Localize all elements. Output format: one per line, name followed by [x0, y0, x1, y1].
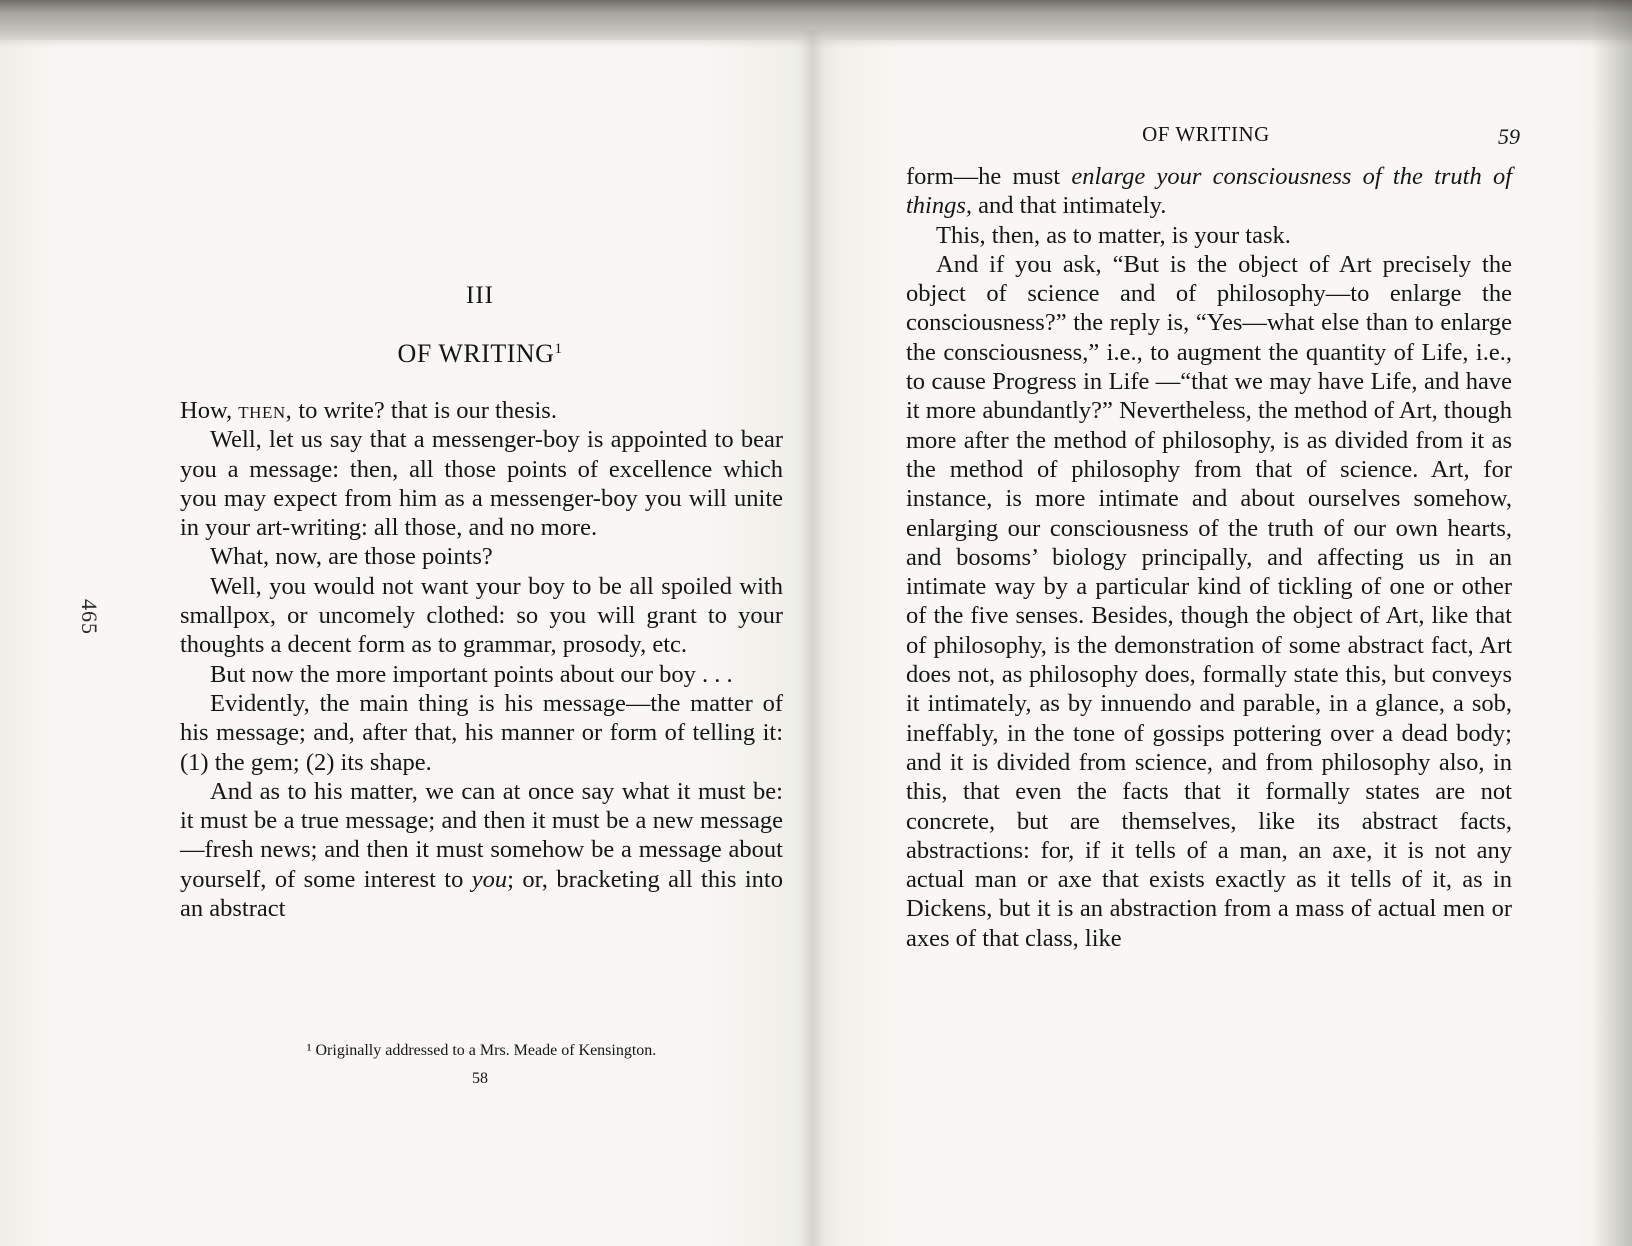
paragraph [180, 396, 783, 425]
paragraph: What, now, are those points? [210, 543, 493, 571]
paragraph: This, then, as to matter, is your task. [936, 221, 1291, 249]
paragraph: Well, let us say that a messenger-boy is appointed to bear you a message: then, all those points of excellence which you may expect from him as a messenger-boy you will unite in your art-writing: all those, and no more. [180, 426, 783, 542]
paragraph-text: ; or, bracketing all this into an abstract [180, 865, 783, 923]
paragraph: Well, you would not want your boy to be all spoiled with smallpox, or uncomely clothed: so you will grant to your thoughts a decent form as to grammar, prosody, etc. [180, 572, 783, 659]
paragraph [906, 162, 1512, 221]
paragraph: And if you ask, “But is the object of Art precisely the object of science and of philosophy—to enlarge the consciousness?” the reply is, “Yes—what else than to enlarge the consciousness,” i.e., to augment the quantity of Life, i.e., to cause Progress in Life —“that we may have Life, and have it more abundantly?” Nevertheless, the method of Art, though more after the method of philosophy, is as divided from it as the method of philosophy from that of science. Art, for instance, is more intimate and about ourselves somehow, enlarging our consciousness of the truth of our own hearts, and bosoms’ biology principally, and affecting us in an intimate way by a particular kind of tickling of one or other of the five senses. Besides, though the object of Art, like that of philosophy, is the demonstration of some abstract fact, Art does not, as philosophy does, formally state this, but conveys it intimately, as by innuendo and parable, in a glance, a sob, ineffably, in the tone of gossips pottering over a dead body; and it is divided from science, and from philosophy also, in this, that even the facts that it formally states are not concrete, but are themselves, like its abstract facts, abstractions: for, if it tells of a man, an axe, it is not any actual man or axe that exists exactly as it tells of it, as in Dickens, but it is an abstraction from a mass of actual men or axes of that class, like [906, 250, 1512, 952]
paragraph [180, 777, 783, 923]
book-gutter [800, 30, 824, 1246]
running-head: OF WRITING [1142, 122, 1270, 146]
right-body-text [906, 162, 1512, 953]
paragraph: But now the more important points about our boy . . . [210, 660, 733, 688]
right-edge-shadow [1592, 0, 1632, 1246]
paragraph: Evidently, the main thing is his message—the matter of his message; and, after that, his manner or form of telling it: (1) the gem; (2) its shape. [180, 689, 783, 776]
page-number-left: 58 [472, 1070, 488, 1087]
footnote-marker: 1 [554, 341, 563, 357]
left-body-text [180, 396, 783, 923]
paragraph-text: form—he must [906, 163, 1072, 190]
chapter-title [330, 339, 630, 369]
side-page-number: 465 [77, 599, 102, 635]
page-number-right: 59 [1498, 124, 1520, 149]
paragraph-text: and that intimately. [972, 192, 1167, 220]
paragraph-text: to write? that is our thesis. [292, 397, 557, 424]
paragraph-lead: How, [180, 397, 239, 424]
paragraph-text: And as to his matter, we can at once say what it must be: it must be a true message; and then it must be a new message—fresh news; and then it must somehow be a message about yourself, of some interest to [180, 777, 783, 893]
top-edge-shadow [0, 0, 1632, 48]
footnote: ¹ Originally addressed to a Mrs. Meade of Kensington. [306, 1042, 657, 1059]
chapter-number: III [466, 282, 494, 309]
paragraph-lead-smallcaps: then, [238, 397, 293, 424]
chapter-title-text: OF WRITING [397, 339, 555, 368]
paragraph-italic: you [471, 865, 508, 893]
paragraph-italic: enlarge your consciousness of the truth of things, [906, 163, 1512, 220]
